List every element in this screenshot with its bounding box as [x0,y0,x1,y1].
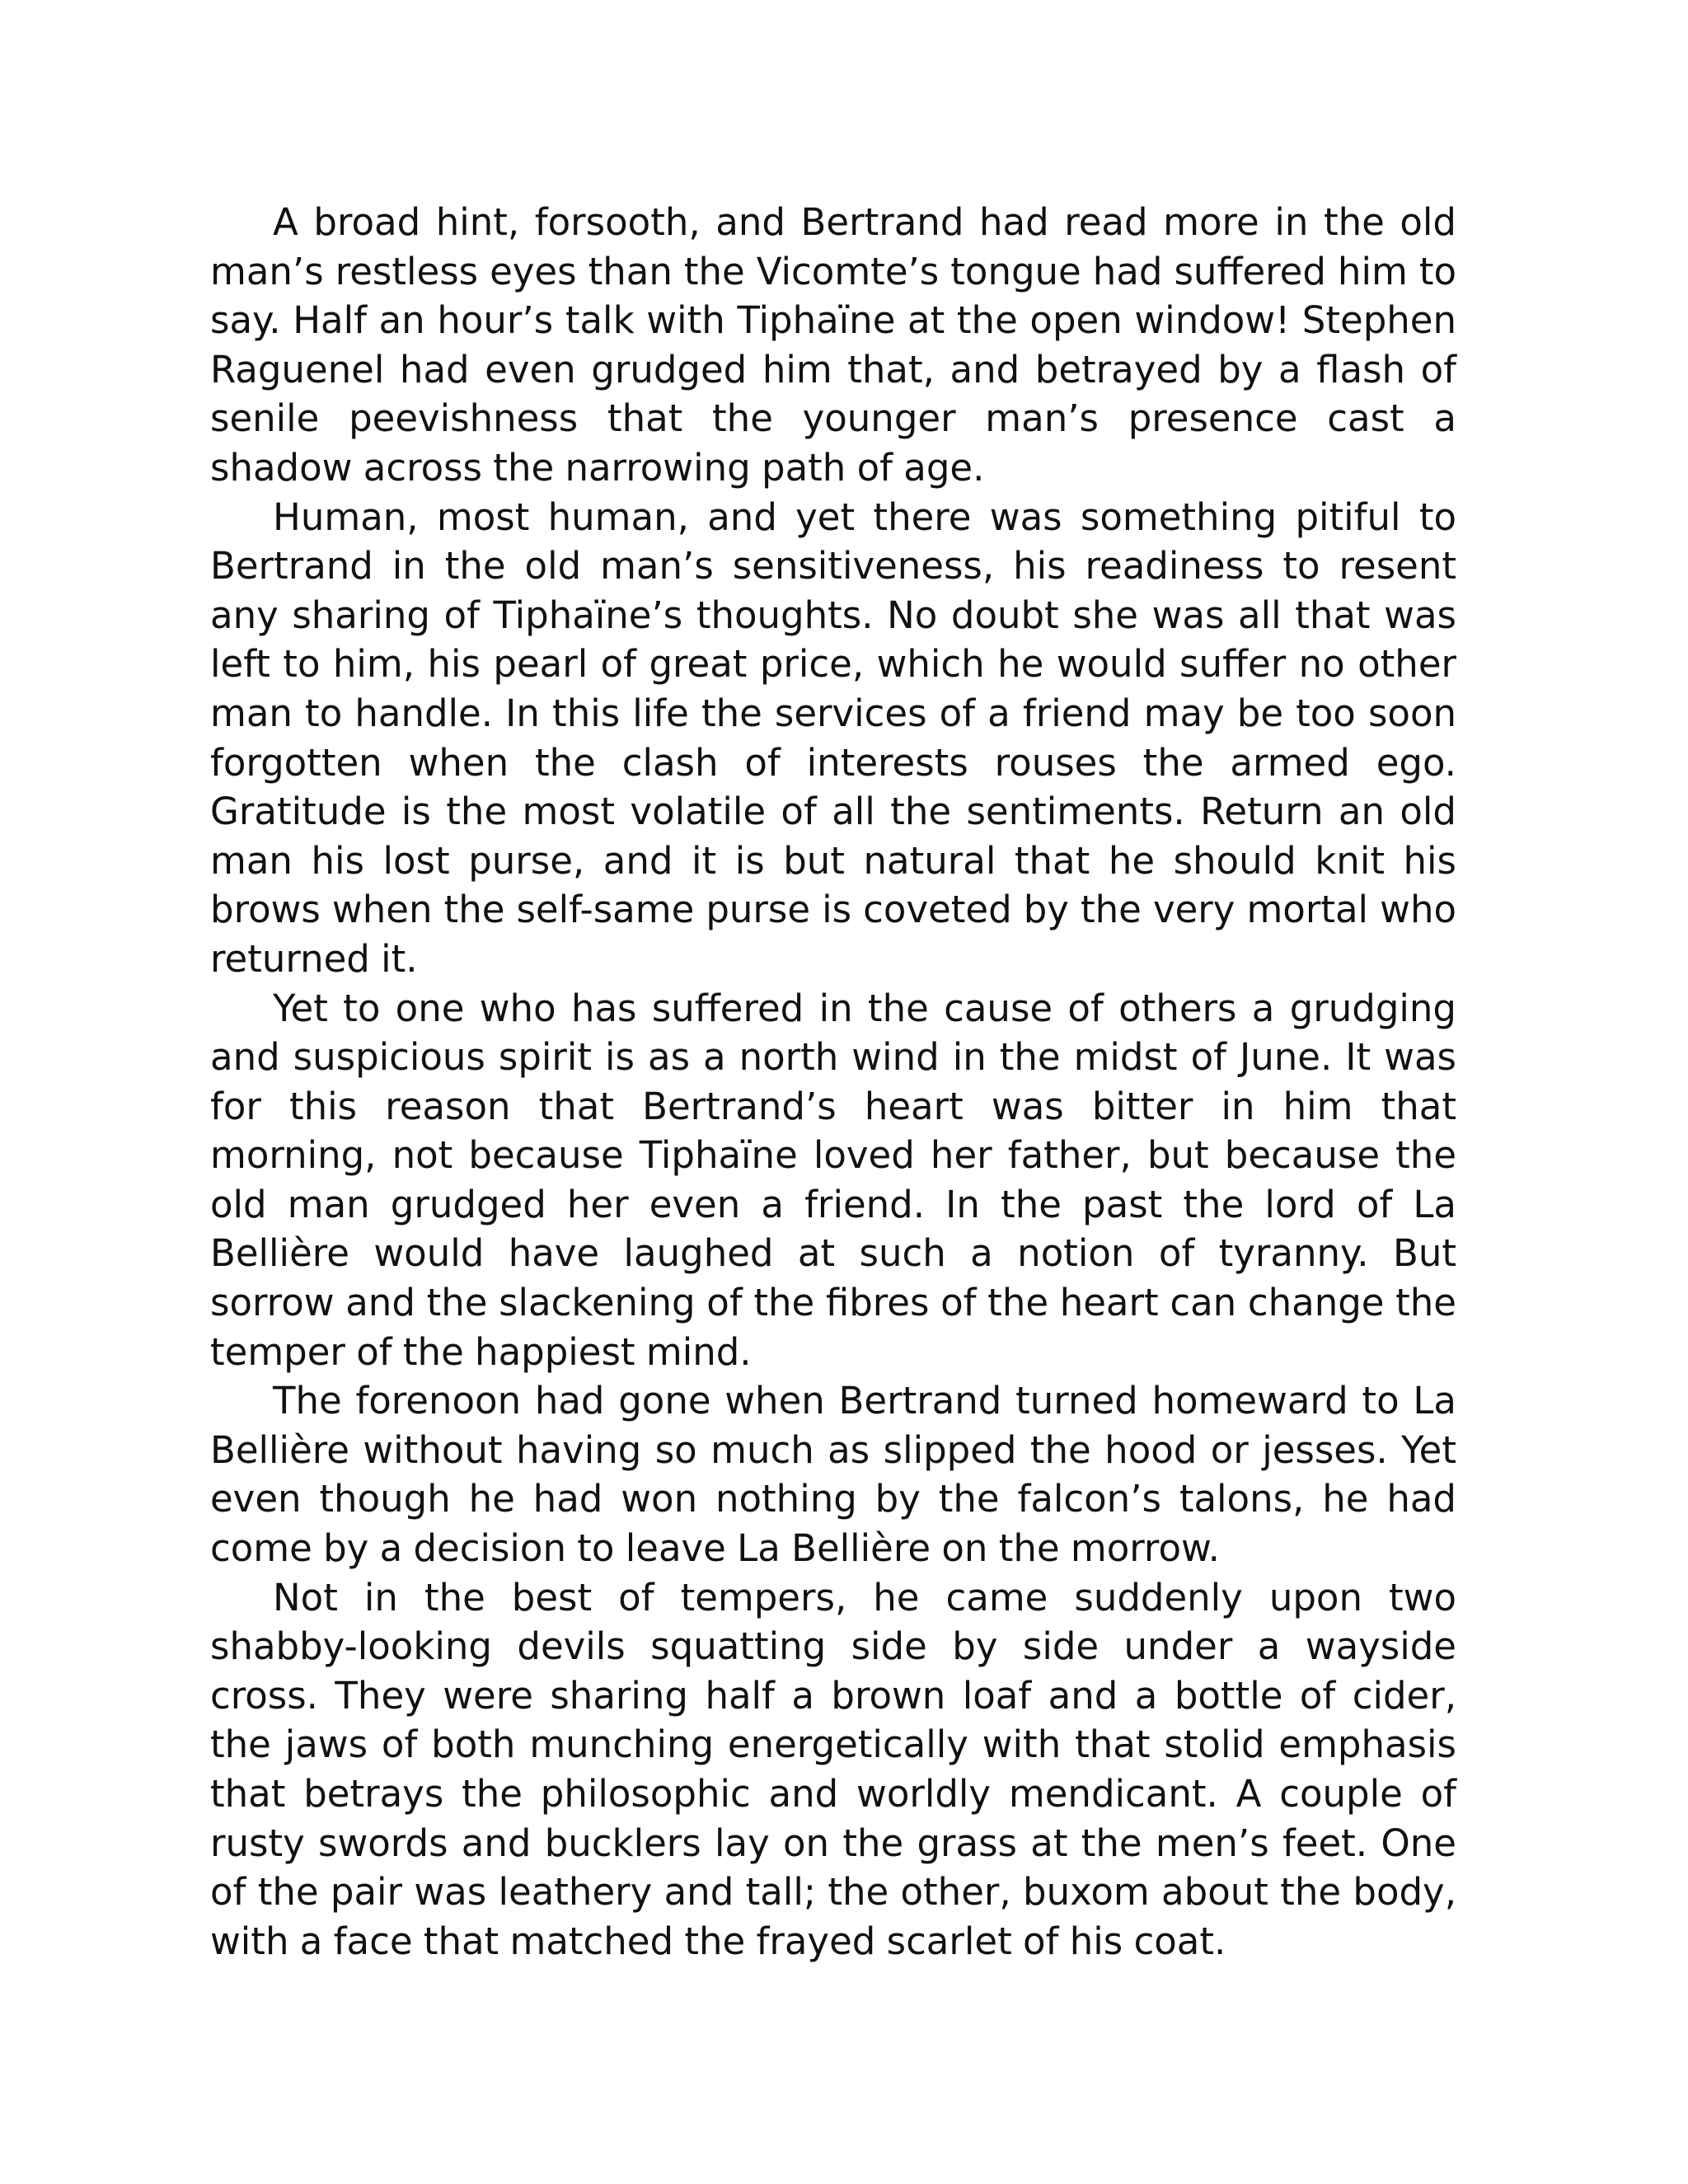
paragraph-2: Human, most human, and yet there was something pitiful to Bertrand in the old man’s sensitiveness, his readiness to resent any sharing of Tiphaïne’s thoughts. No doubt she was all that was left to him, his pearl of great price, which he would suffer no other man to handle. In this life the services of a friend may be too soon forgotten when the clash of interests rouses the armed ego. Gratitude is the most volatile of all the sentiments. Return an old man his lost purse, and it is but natural that he should knit his brows when the self-same purse is coveted by the very mortal who returned it. [210,494,1456,981]
page-body [210,198,1456,1966]
paragraph-1: A broad hint, forsooth, and Bertrand had read more in the old man’s restless eyes than the Vicomte’s tongue had suffered him to say. Half an hour’s talk with Tiphaïne at the open window! Stephen Raguenel had even grudged him that, and betrayed by a flash of senile peevishness that the younger man’s presence cast a shadow across the narrowing path of age. [210,200,1456,490]
paragraph-5: Not in the best of tempers, he came suddenly upon two shabby-looking devils squatting side by side under a wayside cross. They were sharing half a brown loaf and a bottle of cider, the jaws of both munching energetically with that stolid emphasis that betrays the philosophic and worldly mendicant. A couple of rusty swords and bucklers lay on the grass at the men’s feet. One of the pair was leathery and tall; the other, buxom about the body, with a face that matched the frayed scarlet of his coat. [210,1575,1456,1963]
paragraph-4: The forenoon had gone when Bertrand turned homeward to La Bellière without having so much as slipped the hood or jesses. Yet even though he had won nothing by the falcon’s talons, he had come by a decision to leave La Bellière on the morrow. [210,1379,1456,1571]
paragraph-3: Yet to one who has suffered in the cause of others a grudging and suspicious spirit is as a north wind in the midst of June. It was for this reason that Bertrand’s heart was bitter in him that morning, not because Tiphaïne loved her father, but because the old man grudged her even a friend. In the past the lord of La Bellière would have laughed at such a notion of tyranny. But sorrow and the slackening of the fibres of the heart can change the temper of the happiest mind. [210,986,1456,1374]
